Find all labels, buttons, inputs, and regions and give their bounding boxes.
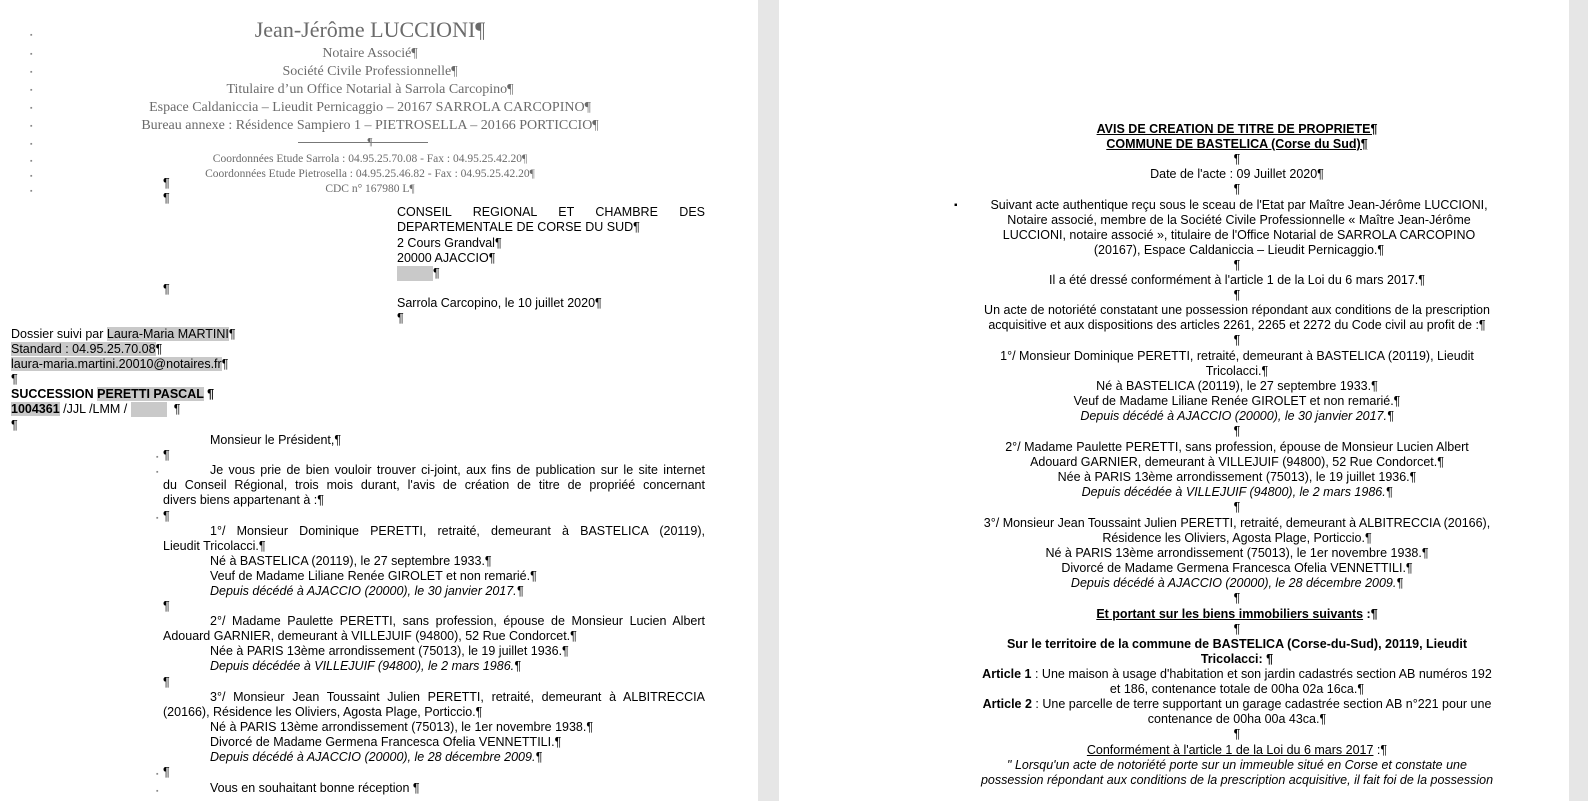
- letter-date: Sarrola Carcopino, le 10 juillet 2020¶: [397, 296, 602, 310]
- paragraph-mark: ¶: [1233, 622, 1241, 636]
- person-3-line: 3°/ Monsieur Jean Toussaint Julien PERETTI, retraité, demeurant à ALBITRECCIA (20166),: [983, 516, 1491, 530]
- person-2-death: Depuis décédée à VILLEJUIF (94800), le 2 mars 1986.¶: [210, 659, 521, 673]
- letterhead-line: Notaire Associé¶: [322, 46, 418, 61]
- page-gap: [758, 0, 779, 801]
- list-bullet: ▪: [30, 173, 33, 180]
- person-2-death: Depuis décédée à VILLEJUIF (94800), le 2 mars 1986.¶: [1081, 485, 1393, 499]
- list-bullet: ▪: [156, 788, 159, 795]
- paragraph-mark: ¶: [163, 191, 170, 205]
- person-1-death: Depuis décédé à AJACCIO (20000), le 30 janvier 2017.¶: [210, 584, 524, 598]
- person-3-death: Depuis décédé à AJACCIO (20000), le 28 décembre 2009.¶: [210, 750, 543, 764]
- paragraph-mark: ¶: [163, 765, 170, 779]
- person-2-line: Adouard GARNIER, demeurant à VILLEJUIF (94800), 52 Rue Condorcet.¶: [163, 629, 577, 643]
- person-1-line: Tricolacci.¶: [1205, 364, 1269, 378]
- list-bullet: ▪: [30, 123, 33, 130]
- person-2-line: 2°/ Madame Paulette PERETTI, sans profession, épouse de Monsieur Lucien Albert: [210, 614, 705, 628]
- paragraph-mark: ¶: [1233, 500, 1241, 514]
- quote-text: " Lorsqu'un acte de notoriété porte sur un immeuble situé en Corse et constate une: [1007, 758, 1467, 772]
- salutation: Monsieur le Président,¶: [210, 433, 342, 447]
- person-1-status: Veuf de Madame Liliane Renée GIROLET et non remarié.¶: [1073, 394, 1401, 408]
- list-bullet: ▪: [30, 188, 33, 195]
- paragraph-mark: ¶: [163, 675, 170, 689]
- article-1: Article 1 : Une maison à usage d'habitation et son jardin cadastrés section AB numéros 192: [982, 667, 1492, 681]
- letterhead-line: Espace Caldaniccia – Lieudit Pernicaggio – 20167 SARROLA CARCOPINO¶: [149, 100, 591, 115]
- person-2-birth: Née à PARIS 13ème arrondissement (75013), le 19 juillet 1936.¶: [1057, 470, 1417, 484]
- recipient-line: CONSEIL REGIONAL ET CHAMBRE DES: [397, 205, 705, 219]
- paragraph-mark: ¶: [11, 418, 18, 432]
- paragraph-mark: ¶: [1233, 333, 1241, 347]
- dossier-phone: Standard : 04.95.25.70.08¶: [11, 342, 163, 356]
- person-1-birth: Né à BASTELICA (20119), le 27 septembre 1933.¶: [210, 554, 492, 568]
- person-1-status: Veuf de Madame Liliane Renée GIROLET et non remarié.¶: [210, 569, 537, 583]
- list-bullet: ▪: [156, 454, 159, 461]
- letterhead-rule: [298, 142, 428, 143]
- paragraph-mark: ¶: [1233, 591, 1241, 605]
- recipient-line: DEPARTEMENTALE DE CORSE DU SUD¶: [397, 220, 640, 234]
- list-bullet: ▪: [156, 771, 159, 778]
- letterhead-contact: Coordonnées Etude Pietrosella : 04.95.25.46.82 - Fax : 04.95.25.42.20¶: [205, 168, 535, 180]
- person-3-line: (20166), Résidence les Oliviers, Agosta Plage, Porticcio.¶: [163, 705, 483, 719]
- person-1-line: Lieudit Tricolacci.¶: [163, 539, 266, 553]
- paragraph-mark: ¶: [397, 311, 404, 325]
- article-2: Article 2 : Une parcelle de terre supportant un garage cadastrée section AB n°221 pour une: [982, 697, 1492, 711]
- person-3-status: Divorcé de Madame Germena Francesca Ofelia VENNETTILI.¶: [210, 735, 562, 749]
- property-heading: Et portant sur les biens immobiliers suivants :¶: [1096, 607, 1378, 621]
- list-bullet: ▪: [954, 200, 958, 211]
- letterhead-cdc: CDC n° 167980 L¶: [325, 183, 415, 195]
- territory-line: Sur le territoire de la commune de BASTELICA (Corse-du-Sud), 20119, Lieudit: [1006, 637, 1468, 651]
- recipient-line: ¶: [397, 266, 440, 281]
- paragraph-mark: ¶: [1233, 152, 1241, 166]
- act-paragraph: Suivant acte authentique reçu sous le sceau de l'Etat par Maître Jean-Jérôme LUCCIONI,: [990, 198, 1488, 212]
- act-paragraph: LUCCIONI, notaire associé », titulaire de l'Office Notarial de SARROLA CARCOPINO: [1002, 228, 1476, 242]
- list-bullet: ▪: [30, 51, 33, 58]
- list-bullet: ▪: [30, 141, 33, 148]
- notice-subtitle: COMMUNE DE BASTELICA (Corse du Sud)¶: [1106, 137, 1368, 151]
- letterhead-contact: Coordonnées Etude Sarrola : 04.95.25.70.08 - Fax : 04.95.25.42.20¶: [212, 153, 528, 165]
- notice-title: AVIS DE CREATION DE TITRE DE PROPRIETE¶: [1096, 122, 1378, 136]
- recipient-line: 2 Cours Grandval¶: [397, 236, 502, 250]
- paragraph-mark: ¶: [163, 599, 170, 613]
- paragraph-mark: ¶: [163, 176, 170, 190]
- paragraph-mark: ¶: [1233, 288, 1241, 302]
- notice-page[interactable]: [779, 0, 1569, 801]
- body-text: divers biens appartenant à :¶: [163, 493, 324, 507]
- person-1-line: 1°/ Monsieur Dominique PERETTI, retraité, demeurant à BASTELICA (20119),: [210, 524, 705, 538]
- paragraph-mark: ¶: [163, 448, 170, 462]
- act-date: Date de l'acte : 09 Juillet 2020¶: [1150, 167, 1324, 181]
- law-reference: Il a été dressé conformément à l'article 1 de la Loi du 6 mars 2017.¶: [1049, 273, 1425, 287]
- person-3-birth: Né à PARIS 13ème arrondissement (75013), le 1er novembre 1938.¶: [1045, 546, 1429, 560]
- letterhead-line: Bureau annexe : Résidence Sampiero 1 – PIETROSELLA – 20166 PORTICCIO¶: [141, 118, 599, 133]
- person-2-line: 2°/ Madame Paulette PERETTI, sans profession, épouse de Monsieur Lucien Albert: [1005, 440, 1469, 454]
- person-2-birth: Née à PARIS 13ème arrondissement (75013), le 19 juillet 1936.¶: [210, 644, 569, 658]
- list-bullet: ▪: [30, 105, 33, 112]
- reference-line: 1004361 /JJL /LMM / ¶: [11, 402, 181, 416]
- letterhead-line: Société Civile Professionnelle¶: [282, 64, 458, 79]
- list-bullet: ▪: [30, 158, 33, 165]
- dossier-contact: Dossier suivi par Laura-Maria MARTINI¶: [11, 327, 236, 341]
- conformity-heading: Conformément à l'article 1 de la Loi du 6 mars 2017 :¶: [1086, 743, 1388, 757]
- paragraph-mark: ¶: [1233, 258, 1241, 272]
- paragraph-mark: ¶: [163, 282, 170, 296]
- dossier-email: laura-maria.martini.20010@notaires.fr¶: [11, 357, 229, 371]
- article-1-cont: et 186, contenance totale de 00ha 02a 16ca.¶: [1109, 682, 1365, 696]
- act-paragraph: (20167), Espace Caldaniccia – Lieudit Pernicaggio.¶: [1093, 243, 1385, 257]
- letter-page[interactable]: [0, 0, 758, 801]
- body-text: du Conseil Régional, trois mois durant, l'avis de création de titre de propriéé concernant: [163, 478, 705, 492]
- quote-text: possession répondant aux conditions de la prescription acquisitive, il fait foi de la possession: [980, 773, 1494, 787]
- notary-name: Jean-Jérôme LUCCIONI¶: [254, 17, 486, 42]
- paragraph-mark: ¶: [1233, 182, 1241, 196]
- list-bullet: ▪: [30, 69, 33, 76]
- list-bullet: ▪: [30, 32, 33, 39]
- list-bullet: ▪: [156, 515, 159, 522]
- person-3-line: Résidence les Oliviers, Agosta Plage, Porticcio.¶: [1102, 531, 1372, 545]
- paragraph-mark: ¶: [11, 372, 18, 386]
- notoriety-text: Un acte de notoriété constatant une possession répondant aux conditions de la prescription: [984, 303, 1490, 317]
- person-1-birth: Né à BASTELICA (20119), le 27 septembre 1933.¶: [1096, 379, 1378, 393]
- paragraph-mark: ¶: [1233, 727, 1241, 741]
- person-1-death: Depuis décédé à AJACCIO (20000), le 30 janvier 2017.¶: [1080, 409, 1394, 423]
- person-2-line: Adouard GARNIER, demeurant à VILLEJUIF (94800), 52 Rue Condorcet.¶: [1030, 455, 1444, 469]
- succession-title: SUCCESSION PERETTI PASCAL ¶: [11, 387, 215, 401]
- paragraph-mark: ¶: [163, 509, 170, 523]
- notoriety-text: acquisitive et aux dispositions des articles 2261, 2265 et 2272 du Code civil au profit de :¶: [988, 318, 1486, 332]
- list-bullet: ▪: [30, 87, 33, 94]
- person-3-status: Divorcé de Madame Germena Francesca Ofelia VENNETTILI.¶: [1061, 561, 1413, 575]
- person-3-birth: Né à PARIS 13ème arrondissement (75013), le 1er novembre 1938.¶: [210, 720, 594, 734]
- closing-line: Vous en souhaitant bonne réception ¶: [210, 781, 420, 795]
- person-3-line: 3°/ Monsieur Jean Toussaint Julien PERETTI, retraité, demeurant à ALBITRECCIA: [210, 690, 705, 704]
- window-edge: [1569, 0, 1588, 801]
- body-text: Je vous prie de bien vouloir trouver ci-joint, aux fins de publication sur le site internet: [210, 463, 705, 477]
- paragraph-mark: ¶: [1233, 424, 1241, 438]
- recipient-line: 20000 AJACCIO¶: [397, 251, 496, 265]
- territory-line: Tricolacci: ¶: [1200, 652, 1274, 666]
- person-1-line: 1°/ Monsieur Dominique PERETTI, retraité, demeurant à BASTELICA (20119), Lieudit: [1000, 349, 1474, 363]
- list-bullet: ▪: [156, 469, 159, 476]
- letterhead-line: Titulaire d’un Office Notarial à Sarrola Carcopino¶: [226, 82, 514, 97]
- act-paragraph: Notaire associé, membre de la Société Civile Professionnelle « Maître Jean-Jérôme: [1007, 213, 1471, 227]
- person-3-death: Depuis décédé à AJACCIO (20000), le 28 décembre 2009.¶: [1070, 576, 1404, 590]
- article-2-cont: contenance de 00ha 00a 43ca.¶: [1147, 712, 1327, 726]
